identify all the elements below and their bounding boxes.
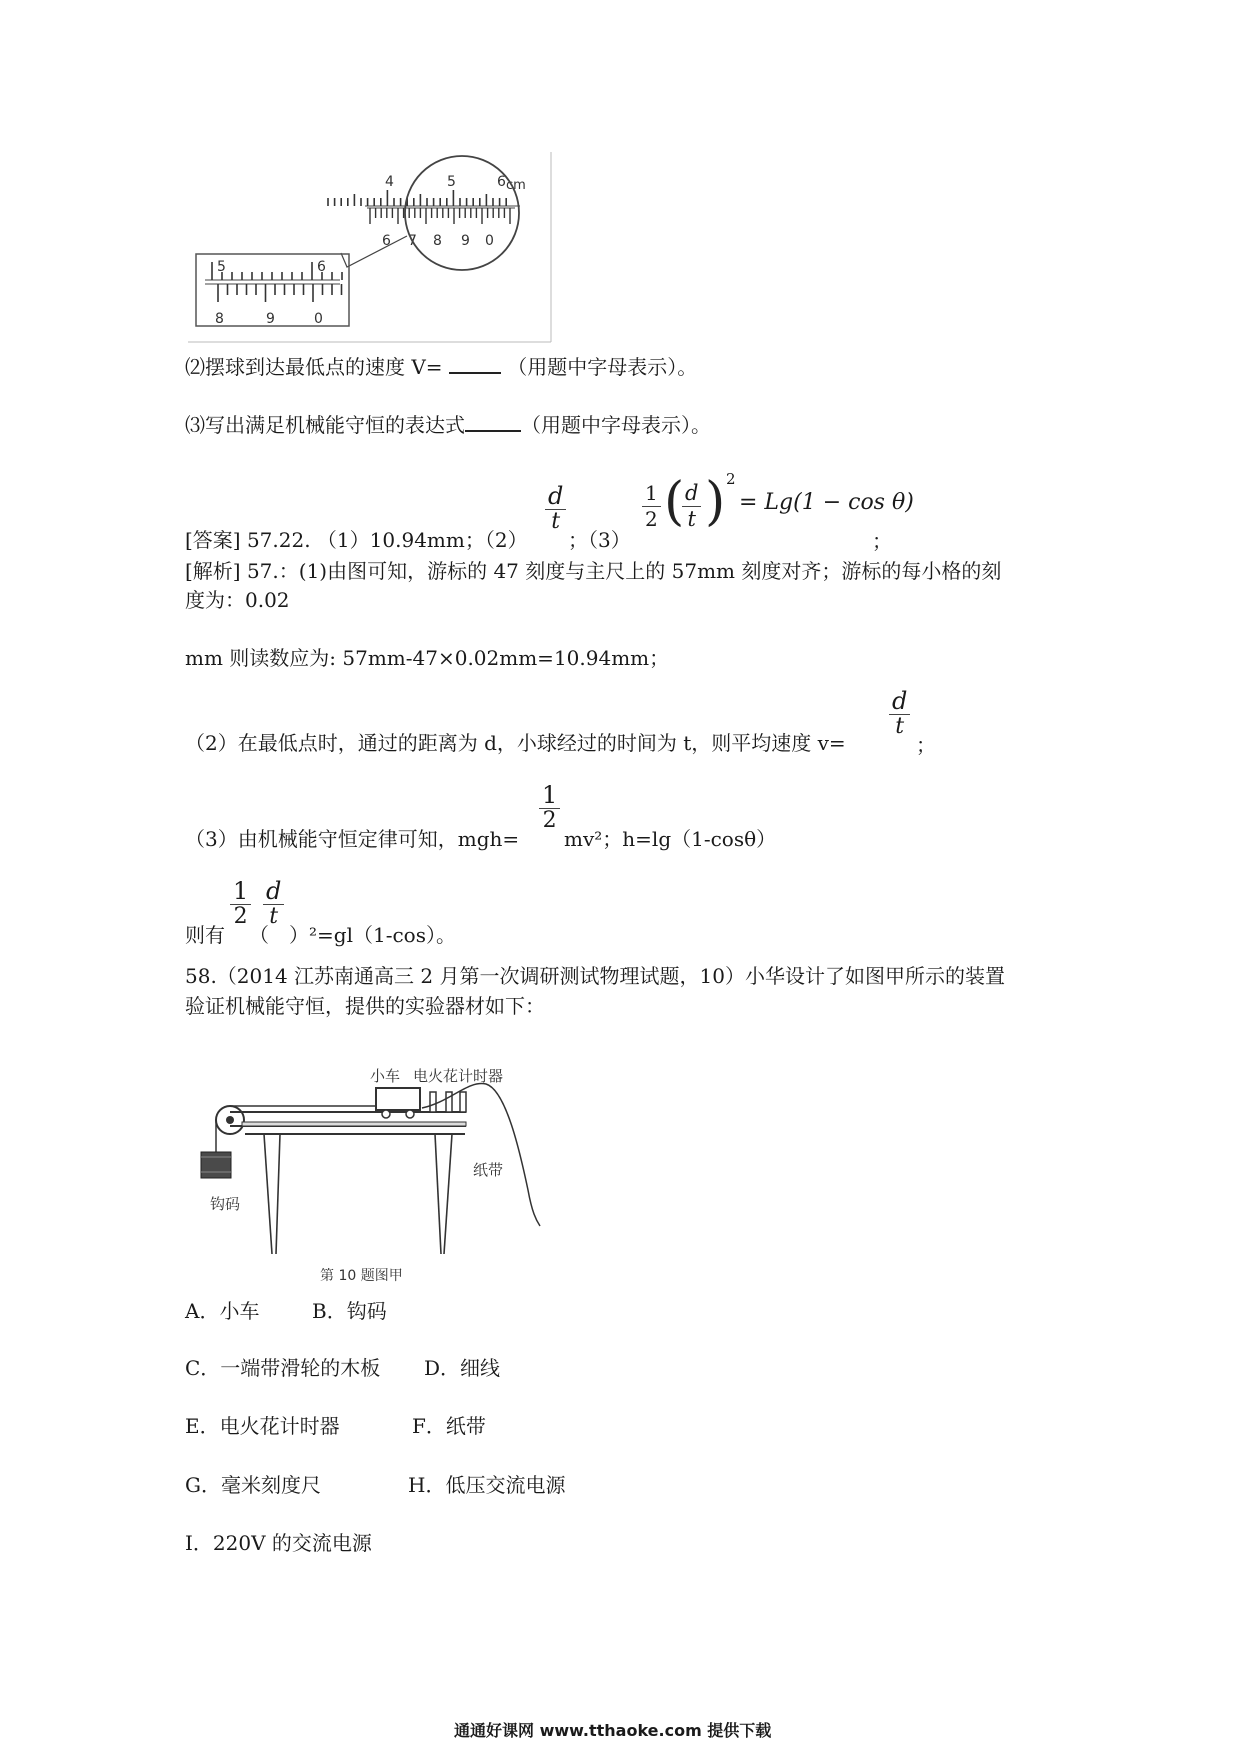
analysis-line-2: 度为：0.02 xyxy=(185,588,290,612)
option-c: C．一端带滑轮的木板 xyxy=(185,1356,381,1380)
option-f: F．纸带 xyxy=(412,1414,486,1438)
svg-text:小车: 小车 xyxy=(370,1067,401,1085)
svg-text:6: 6 xyxy=(382,233,391,249)
svg-text:第 10 题图甲: 第 10 题图甲 xyxy=(320,1268,403,1282)
question-2-suffix: （用题中字母表示）。 xyxy=(507,355,698,379)
answer-prefix: [答案] 57.22. （1）10.94mm；（2） xyxy=(185,528,528,552)
svg-text:8: 8 xyxy=(433,233,442,249)
paren-open: （ xyxy=(249,923,269,947)
zoom-box xyxy=(196,254,349,327)
option-a: A．小车 xyxy=(185,1299,260,1323)
svg-text:0: 0 xyxy=(314,311,323,327)
analysis-line-1: [解析] 57.：(1)由图可知，游标的 47 刻度与主尺上的 57mm 刻度对齐；游标的每小格的刻 xyxy=(185,559,1002,583)
apparatus-figure xyxy=(190,1062,550,1286)
spark-timer-icon xyxy=(430,1092,466,1112)
question-2-text: ⑵摆球到达最低点的速度 V= xyxy=(185,355,443,379)
question-3 xyxy=(185,410,711,438)
answer-blank xyxy=(465,410,521,432)
analysis-line-6-end: ）²=gl（1-cos）。 xyxy=(289,923,456,947)
svg-text:6: 6 xyxy=(497,174,506,190)
answer-end: ； xyxy=(872,529,892,553)
option-b: B．钩码 xyxy=(312,1299,387,1323)
svg-text:8: 8 xyxy=(215,311,224,327)
svg-text:6: 6 xyxy=(317,259,326,275)
question-3-suffix: （用题中字母表示）。 xyxy=(521,413,711,437)
svg-text:电火花计时器: 电火花计时器 xyxy=(413,1067,504,1085)
analysis-line-5-end: mv²；h=lg（1-cosθ） xyxy=(564,827,777,851)
vernier-caliper-figure xyxy=(185,150,555,350)
question-58-line-2: 验证机械能守恒，提供的实验器材如下： xyxy=(185,994,545,1018)
question-3-text: ⑶写出满足机械能守恒的表达式 xyxy=(185,413,465,437)
analysis-line-6: 则有 xyxy=(185,923,225,947)
vernier-scale xyxy=(367,208,515,249)
main-scale xyxy=(328,174,526,206)
analysis-line-3: mm 则读数应为: 57mm-47×0.02mm=10.94mm； xyxy=(185,646,670,670)
weight-icon xyxy=(201,1152,231,1178)
d-over-t-fraction: d t xyxy=(682,480,701,531)
paper-tape-icon xyxy=(422,1084,540,1226)
analysis-line-4-end: ； xyxy=(916,733,936,757)
analysis-line-5: （3）由机械能守恒定律可知，mgh= xyxy=(185,827,520,851)
velocity-fraction-2: d t xyxy=(889,688,910,739)
magnifier-circle xyxy=(405,156,519,270)
half-fraction: 1 2 xyxy=(642,480,661,531)
equation-rhs: = Lg(1 − cos θ) xyxy=(739,490,914,515)
answer-blank xyxy=(449,352,501,374)
svg-text:9: 9 xyxy=(266,311,275,327)
cart-icon xyxy=(376,1088,420,1118)
svg-text:cm: cm xyxy=(506,178,526,193)
option-d: D．细线 xyxy=(424,1356,501,1380)
exponent: 2 xyxy=(726,470,736,488)
svg-text:钩码: 钩码 xyxy=(210,1195,241,1213)
page-footer: 通通好课网 www.tthaoke.com 提供下载 xyxy=(454,1721,772,1740)
option-h: H．低压交流电源 xyxy=(408,1473,566,1497)
answer-mid: ；（3） xyxy=(568,528,631,552)
d-over-t-fraction-2: d t xyxy=(263,878,284,929)
option-g: G．毫米刻度尺 xyxy=(185,1473,321,1497)
question-58-line-1: 58.（2014 江苏南通高三 2 月第一次调研测试物理试题，10）小华设计了如图甲所示的装置 xyxy=(185,964,1005,988)
left-paren: ( xyxy=(664,472,685,532)
question-2 xyxy=(185,352,697,380)
half-fraction-3: 1 2 xyxy=(230,878,251,929)
svg-text:5: 5 xyxy=(447,174,456,190)
svg-text:0: 0 xyxy=(485,233,494,249)
svg-text:5: 5 xyxy=(217,259,226,275)
analysis-line-4: （2）在最低点时，通过的距离为 d，小球经过的时间为 t，则平均速度 v= xyxy=(185,731,846,755)
option-i: I．220V 的交流电源 xyxy=(185,1531,372,1555)
board xyxy=(230,1112,466,1134)
velocity-fraction: d t xyxy=(545,483,566,534)
half-fraction-2: 1 2 xyxy=(539,782,560,833)
svg-text:纸带: 纸带 xyxy=(473,1161,504,1179)
option-e: E．电火花计时器 xyxy=(185,1414,340,1438)
svg-text:4: 4 xyxy=(385,174,394,190)
svg-text:7: 7 xyxy=(408,233,417,249)
right-paren: ) xyxy=(705,472,726,532)
table-legs xyxy=(264,1134,452,1254)
svg-text:9: 9 xyxy=(461,233,470,249)
